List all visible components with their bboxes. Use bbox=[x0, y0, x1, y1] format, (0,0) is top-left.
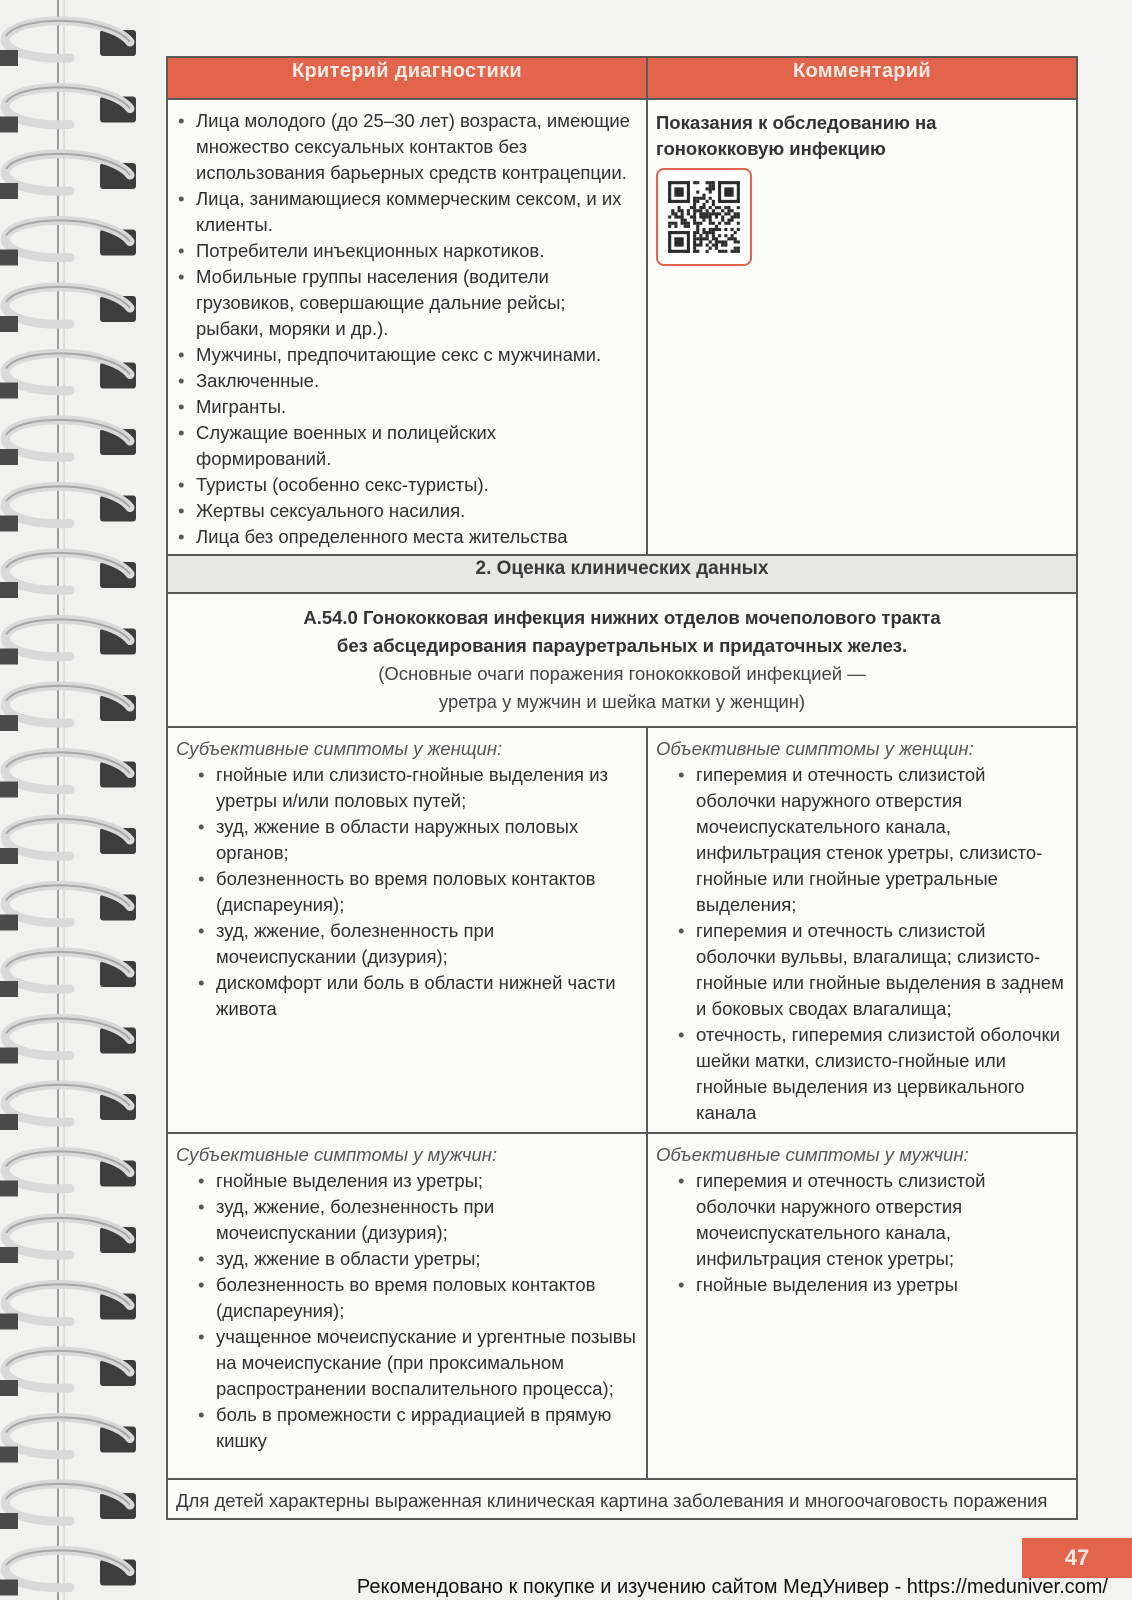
diagnostic-criteria-table bbox=[166, 56, 1078, 1520]
list-item: • Туристы (особенно секс-туристы). bbox=[176, 472, 636, 498]
list-item: • гнойные выделения из уретры; bbox=[196, 1168, 636, 1194]
women-subjective-title: Субъективные симптомы у женщин bbox=[176, 738, 498, 759]
list-item: • Заключенные. bbox=[176, 368, 636, 394]
list-item: • болезненность во время половых контактов (диспареуния); bbox=[196, 866, 636, 918]
children-note: Для детей характерны выраженная клиническая картина заболевания и многоочаговость поражения bbox=[167, 1479, 1077, 1519]
spiral-binding bbox=[0, 0, 160, 1600]
list-item: • гнойные или слизисто-гнойные выделения из уретры и/или половых путей; bbox=[196, 762, 636, 814]
men-objective-cell: Объективные симптомы у мужчин: • гиперемия и отечность слизистой оболочки наружного отверстия мочеиспускательного канала, инфильтрация стенок уретры; • гнойные выделения из уретры bbox=[647, 1133, 1077, 1479]
list-item: • Жертвы сексуального насилия. bbox=[176, 498, 636, 524]
list-item: • учащенное мочеиспускание и ургентные позывы на мочеиспускание (при проксимальном распространении воспалительного процесса); bbox=[196, 1324, 636, 1402]
risk-groups-list bbox=[176, 108, 636, 550]
men-subjective-cell: Субъективные симптомы у мужчин: • гнойные выделения из уретры; • зуд, жжение, болезненность при мочеиспускании (дизурия); • зуд, жжение в области уретры; • болезненность во время половых контактов (диспареуния); • учащенное мочеиспускание и ургентные позывы на мочеиспускание (при проксимальном распространении воспалительного процесса); • боль в промежности с иррадиацией в прямую кишку bbox=[167, 1133, 647, 1479]
list-item: • Лица молодого (до 25–30 лет) возраста, имеющие множество сексуальных контактов без использования барьерных средств контрацепции. bbox=[176, 108, 636, 186]
men-subjective-title: Субъективные симптомы у мужчин bbox=[176, 1144, 492, 1165]
women-subjective-list bbox=[176, 762, 636, 1022]
diagnosis-note-cont: уретра у мужчин и шейка матки у женщин) bbox=[438, 691, 806, 712]
qr-code-frame[interactable] bbox=[656, 168, 752, 266]
list-item: • болезненность во время половых контактов (диспареуния); bbox=[196, 1272, 636, 1324]
list-item: • гнойные выделения из уретры bbox=[676, 1272, 1066, 1298]
comment-title: Показания к обследованию на гонококковую инфекцию bbox=[656, 112, 937, 159]
page-number: 47 bbox=[1022, 1538, 1132, 1578]
list-item: • гиперемия и отечность слизистой оболочки наружного отверстия мочеиспускательного канала, инфильтрация стенок уретры, слизисто-гнойные или гнойные уретральные выделения; bbox=[676, 762, 1066, 918]
list-item: • гиперемия и отечность слизистой оболочки наружного отверстия мочеиспускательного канала, инфильтрация стенок уретры; bbox=[676, 1168, 1066, 1272]
list-item: • Служащие военных и полицейских формирований. bbox=[176, 420, 636, 472]
list-item: • Лица без определенного места жительства bbox=[176, 524, 636, 550]
list-item: • боль в промежности с иррадиацией в прямую кишку bbox=[196, 1402, 636, 1454]
risk-groups-cell bbox=[167, 99, 647, 555]
women-subjective-cell: Субъективные симптомы у женщин: • гнойные или слизисто-гнойные выделения из уретры и/или половых путей; • зуд, жжение в области наружных половых органов; • болезненность во время половых контактов (диспареуния); • зуд, жжение, болезненность при мочеиспускании (дизурия); • дискомфорт или боль в области нижней части живота bbox=[167, 727, 647, 1133]
comment-cell bbox=[647, 99, 1077, 555]
list-item: • Мужчины, предпочитающие секс с мужчинами. bbox=[176, 342, 636, 368]
section-heading: 2. Оценка клинических данных bbox=[167, 555, 1077, 593]
list-item: • отечность, гиперемия слизистой оболочки шейки матки, слизисто-гнойные или гнойные выделения из цервикального канала bbox=[676, 1022, 1066, 1126]
men-subjective-list bbox=[176, 1168, 636, 1454]
watermark-text: Рекомендовано к покупке и изучению сайтом МедУнивер - https://meduniver.com/ bbox=[356, 1576, 1108, 1598]
list-item: • зуд, жжение в области уретры; bbox=[196, 1246, 636, 1272]
diagnosis-cell bbox=[167, 593, 1077, 727]
list-item: • гиперемия и отечность слизистой оболочки вульвы, влагалища; слизисто-гнойные или гнойные выделения в заднем и боковых сводах влагалища; bbox=[676, 918, 1066, 1022]
list-item: • дискомфорт или боль в области нижней части живота bbox=[196, 970, 636, 1022]
women-objective-cell: Объективные симптомы у женщин: • гиперемия и отечность слизистой оболочки наружного отверстия мочеиспускательного канала, инфильтрация стенок уретры, слизисто-гнойные или гнойные уретральные выделения; • гиперемия и отечность слизистой оболочки вульвы, влагалища; слизисто-гнойные или гнойные выделения в заднем и боковых сводах влагалища; • отечность, гиперемия слизистой оболочки шейки матки, слизисто-гнойные или гнойные выделения из цервикального канала bbox=[647, 727, 1077, 1133]
criterion-column-header: Критерий диагностики bbox=[167, 57, 647, 99]
diagnosis-code-title: А.54.0 Гонококковая инфекция нижних отделов мочеполового тракта bbox=[303, 607, 941, 628]
men-objective-list bbox=[656, 1168, 1066, 1298]
women-objective-list bbox=[656, 762, 1066, 1126]
men-objective-title: Объективные симптомы у мужчин bbox=[656, 1144, 964, 1165]
comment-column-header: Комментарий bbox=[647, 57, 1077, 99]
list-item: • зуд, жжение, болезненность при мочеиспускании (дизурия); bbox=[196, 1194, 636, 1246]
diagnosis-code-title-cont: без абсцедирования парауретральных и придаточных желез. bbox=[336, 635, 908, 656]
list-item: • зуд, жжение в области наружных половых органов; bbox=[196, 814, 636, 866]
list-item: • Лица, занимающиеся коммерческим сексом, и их клиенты. bbox=[176, 186, 636, 238]
list-item: • Потребители инъекционных наркотиков. bbox=[176, 238, 636, 264]
qr-code-icon[interactable] bbox=[665, 178, 743, 256]
list-item: • Мигранты. bbox=[176, 394, 636, 420]
list-item: • зуд, жжение, болезненность при мочеиспускании (дизурия); bbox=[196, 918, 636, 970]
diagnosis-note: (Основные очаги поражения гонококковой инфекцией — bbox=[378, 663, 866, 684]
women-objective-title: Объективные симптомы у женщин bbox=[656, 738, 969, 759]
list-item: • Мобильные группы населения (водители грузовиков, совершающие дальние рейсы; рыбаки, моряки и др.). bbox=[176, 264, 636, 342]
